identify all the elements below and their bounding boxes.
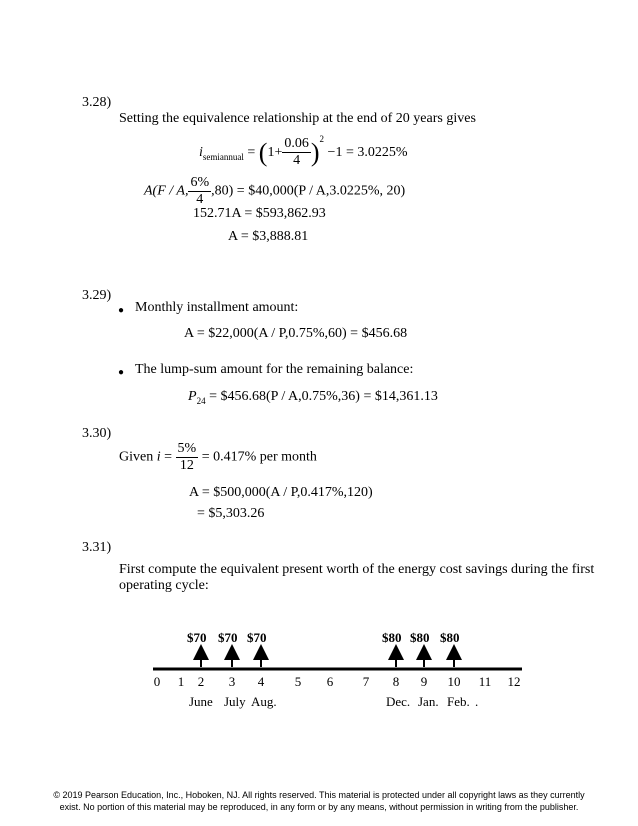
- bullet-lump-sum: The lump-sum amount for the remaining balance:: [135, 362, 414, 377]
- equation-a-result: A = $3,888.81: [228, 229, 309, 244]
- equation-lump-sum: [188, 390, 438, 404]
- period-label: 9: [420, 674, 428, 689]
- denominator: 4: [293, 153, 301, 169]
- equation-af-a: [144, 176, 405, 207]
- equation-monthly-installment: A = $22,000(A / P,0.75%,60) = $456.68: [184, 326, 408, 341]
- copyright-line-2: exist. No portion of this material may be reproduced, in any form or by any means, without permission in writing from the publisher.: [59, 802, 579, 812]
- problem-3-28-intro: Setting the equivalence relationship at the end of 20 years gives: [119, 111, 476, 126]
- cash-flow-amount: $80: [382, 630, 402, 645]
- problem-3-31-intro-line1: First compute the equivalent present worth of the energy cost savings during the first: [119, 562, 595, 577]
- eq-sign: =: [247, 145, 256, 160]
- numerator: 5%: [177, 441, 197, 456]
- eq-subscript: 24: [196, 396, 206, 406]
- denominator: 4: [196, 192, 204, 207]
- fraction: [282, 137, 311, 168]
- month-label: June: [189, 694, 213, 709]
- eq-variable: i: [156, 449, 161, 465]
- problem-label-3-30: 3.30): [82, 426, 112, 441]
- bullet-icon: ●: [118, 305, 125, 316]
- denominator: 12: [179, 458, 194, 473]
- problem-label-3-28: 3.28): [82, 95, 112, 110]
- period-label: 0: [153, 674, 161, 689]
- period-label: 2: [197, 674, 205, 689]
- period-label: 3: [228, 674, 236, 689]
- eq-variable: P: [188, 389, 197, 404]
- month-label: .: [475, 694, 479, 709]
- period-label: 12: [507, 674, 521, 689]
- period-label: 1: [177, 674, 185, 689]
- month-label: Dec.: [386, 694, 411, 709]
- cash-flow-amount: $70: [187, 630, 207, 645]
- cash-flow-amount: $70: [247, 630, 267, 645]
- copyright-line-1: © 2019 Pearson Education, Inc., Hoboken, NJ. All rights reserved. This material is protected under all copyright laws as they currently: [53, 790, 585, 800]
- period-label: 11: [478, 674, 492, 689]
- eq-rest: = $456.68(P / A,0.75%,36) = $14,361.13: [205, 389, 438, 404]
- month-label: Feb.: [447, 694, 470, 709]
- eq-rest: −1 = 3.0225%: [327, 145, 408, 160]
- bullet-icon: ●: [118, 367, 125, 378]
- problem-3-31-intro-line2: operating cycle:: [119, 578, 209, 593]
- given-interest-line: [119, 442, 317, 473]
- given-label: Given: [119, 449, 154, 465]
- cash-flow-amount: $70: [218, 630, 238, 645]
- eq-subscript: semiannual: [202, 152, 244, 162]
- equation-payment-result: = $5,303.26: [197, 506, 265, 521]
- eq-rest: ,80) = $40,000(P / A,3.0225%, 20): [211, 183, 406, 199]
- bullet-monthly-installment: Monthly installment amount:: [135, 300, 299, 315]
- cash-flow-amount: $80: [440, 630, 460, 645]
- fraction: [188, 176, 211, 207]
- month-label: July: [224, 694, 246, 709]
- exponent: 2: [319, 134, 325, 144]
- period-label: 10: [447, 674, 461, 689]
- eq-left: A(F / A,: [144, 183, 189, 199]
- numerator: 6%: [190, 175, 210, 190]
- period-label: 8: [392, 674, 400, 689]
- problem-label-3-31: 3.31): [82, 540, 112, 555]
- cash-flow-amount: $80: [410, 630, 430, 645]
- eq-rest: = 0.417% per month: [201, 449, 317, 465]
- eq-variable: i: [199, 145, 203, 160]
- numerator: 0.06: [284, 136, 309, 152]
- equation-payment: A = $500,000(A / P,0.417%,120): [189, 485, 373, 500]
- paren-close: ): [310, 137, 320, 167]
- period-label: 6: [326, 674, 334, 689]
- eq-sign: =: [164, 449, 173, 465]
- period-label: 4: [257, 674, 265, 689]
- eq-open: 1+: [267, 145, 283, 160]
- month-label: Aug.: [251, 694, 277, 709]
- period-label: 5: [294, 674, 302, 689]
- fraction: [176, 442, 199, 473]
- period-label: 7: [362, 674, 370, 689]
- problem-label-3-29: 3.29): [82, 288, 112, 303]
- equation-i-semiannual: [199, 135, 408, 168]
- equation-152-71a: 152.71A = $593,862.93: [193, 206, 326, 221]
- paren-open: (: [258, 137, 268, 167]
- month-label: Jan.: [418, 694, 439, 709]
